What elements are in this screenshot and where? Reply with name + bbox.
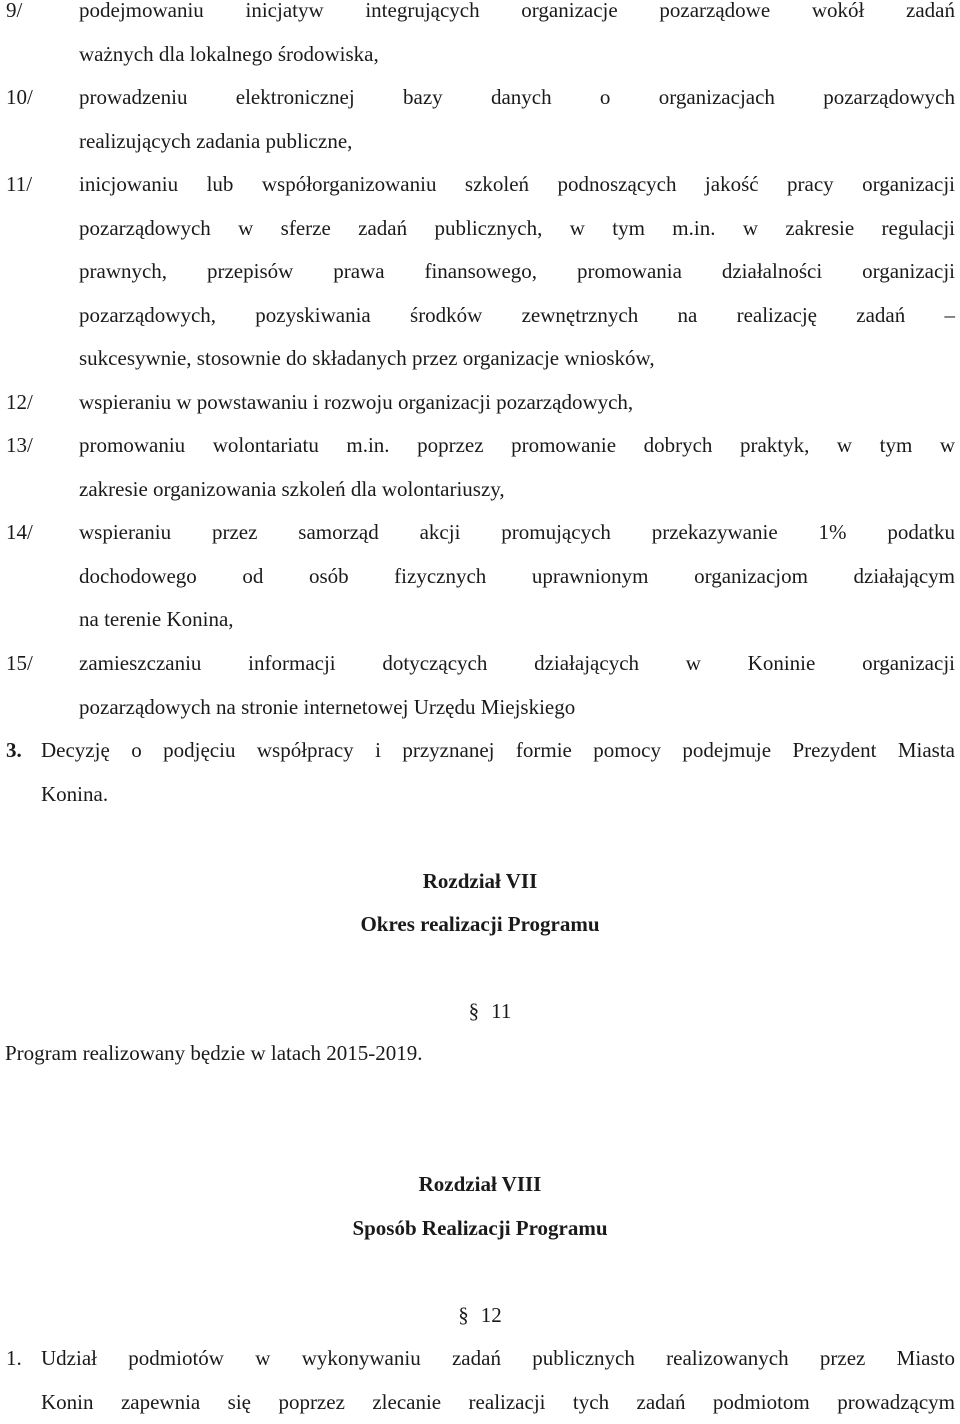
list-item-12 bbox=[0, 381, 955, 425]
section-number: 11 bbox=[491, 999, 511, 1023]
paragraph-1 bbox=[0, 1337, 955, 1424]
list-item-14 bbox=[0, 511, 955, 642]
paragraph-line: Decyzję o podjęciu współpracy i przyznanej formie pomocy podejmuje Prezydent Miasta bbox=[41, 729, 955, 773]
list-text-line: wspieraniu przez samorząd akcji promujących przekazywanie 1% podatku bbox=[79, 511, 955, 555]
paragraph-line: Konin zapewnia się poprzez zlecanie realizacji tych zadań podmiotom prowadzącym bbox=[41, 1381, 955, 1424]
list-text-line: sukcesywnie, stosownie do składanych przez organizacje wniosków, bbox=[79, 337, 955, 381]
list-text-line: dochodowego od osób fizycznych uprawnionym organizacjom działającym bbox=[79, 555, 955, 599]
list-item-10 bbox=[0, 76, 955, 163]
list-text-line: pozarządowych, pozyskiwania środków zewnętrznych na realizację zadań – bbox=[79, 294, 955, 338]
chapter-8-title: Rozdział VIII bbox=[0, 1163, 960, 1206]
list-number: 9/ bbox=[6, 0, 22, 33]
list-number: 15/ bbox=[6, 642, 33, 686]
section-mark: § bbox=[469, 999, 480, 1023]
section-mark: § bbox=[458, 1303, 469, 1327]
list-text-line: ważnych dla lokalnego środowiska, bbox=[79, 33, 955, 77]
paragraph-number: 1. bbox=[6, 1337, 22, 1381]
paragraph-3 bbox=[0, 729, 955, 816]
list-number: 11/ bbox=[6, 163, 32, 207]
paragraph-line: Udział podmiotów w wykonywaniu zadań publicznych realizowanych przez Miasto bbox=[41, 1337, 955, 1381]
paragraph-line: Konina. bbox=[41, 773, 955, 817]
section-11-heading bbox=[0, 990, 960, 1033]
paragraph-number: 3. bbox=[6, 729, 22, 773]
list-text-line: promowaniu wolontariatu m.in. poprzez promowanie dobrych praktyk, w tym w bbox=[79, 424, 955, 468]
section-number: 12 bbox=[481, 1303, 502, 1327]
chapter-7-title: Rozdział VII bbox=[0, 860, 960, 903]
list-text-line: pozarządowych w sferze zadań publicznych, w tym m.in. w zakresie regulacji bbox=[79, 207, 955, 251]
list-text-line: zamieszczaniu informacji dotyczących działających w Koninie organizacji bbox=[79, 642, 955, 686]
list-text-line: pozarządowych na stronie internetowej Urzędu Miejskiego bbox=[79, 686, 955, 730]
list-item-11 bbox=[0, 163, 955, 381]
chapter-8-subtitle: Sposób Realizacji Programu bbox=[0, 1207, 960, 1250]
list-text-line: na terenie Konina, bbox=[79, 598, 955, 642]
list-text-line: zakresie organizowania szkoleń dla wolontariuszy, bbox=[79, 468, 955, 512]
list-text-line: inicjowaniu lub współorganizowaniu szkoleń podnoszących jakość pracy organizacji bbox=[79, 163, 955, 207]
list-number: 13/ bbox=[6, 424, 33, 468]
program-duration-text: Program realizowany będzie w latach 2015-2019. bbox=[5, 1032, 423, 1075]
chapter-7-subtitle: Okres realizacji Programu bbox=[0, 903, 960, 946]
list-number: 14/ bbox=[6, 511, 33, 555]
list-item-13 bbox=[0, 424, 955, 511]
list-number: 10/ bbox=[6, 76, 33, 120]
list-text-line: prowadzeniu elektronicznej bazy danych o organizacjach pozarządowych bbox=[79, 76, 955, 120]
list-item-9 bbox=[0, 0, 955, 76]
list-text-line: podejmowaniu inicjatyw integrujących organizacje pozarządowe wokół zadań bbox=[79, 0, 955, 33]
list-text-line: realizujących zadania publiczne, bbox=[79, 120, 955, 164]
list-text-line: prawnych, przepisów prawa finansowego, promowania działalności organizacji bbox=[79, 250, 955, 294]
section-12-heading bbox=[0, 1294, 960, 1337]
list-item-15 bbox=[0, 642, 955, 729]
list-text-line: wspieraniu w powstawaniu i rozwoju organizacji pozarządowych, bbox=[79, 381, 955, 425]
list-number: 12/ bbox=[6, 381, 33, 425]
